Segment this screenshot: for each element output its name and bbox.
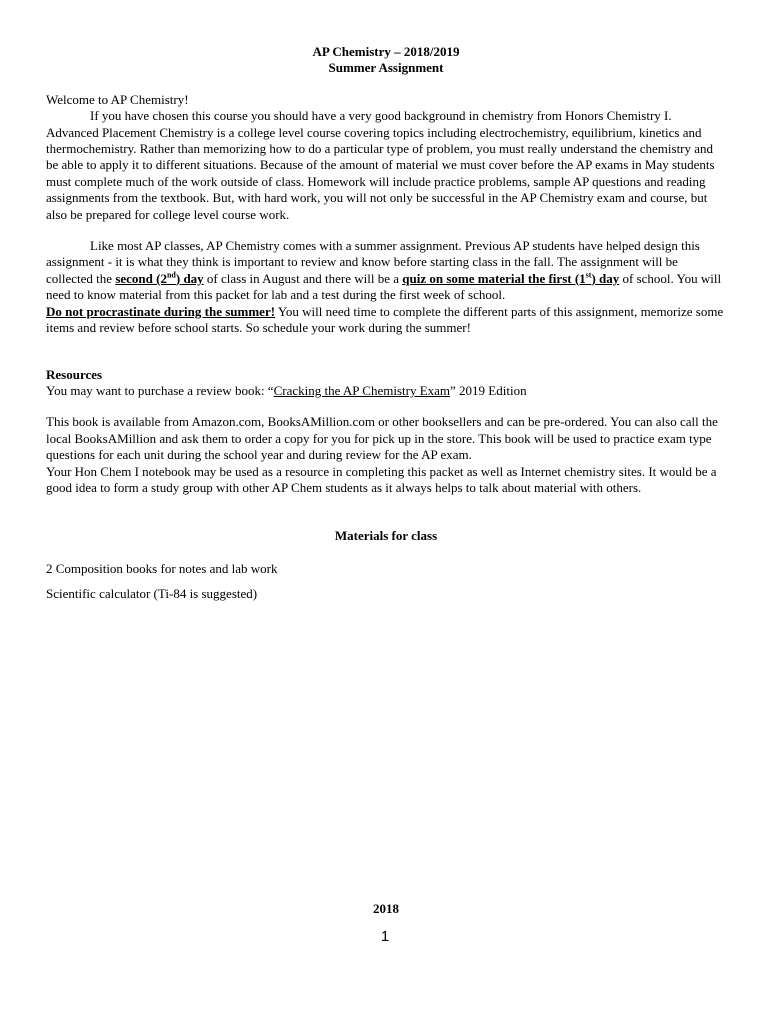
notebook-paragraph: Your Hon Chem I notebook may be used as a resource in completing this packet as well as Internet chemistry sites. It would be a good idea to form a study group with other AP Chem students as it always helps to talk about material with others. [46, 463, 717, 495]
review-book-line: You may want to purchase a review book: “Cracking the AP Chemistry Exam” 2019 Edition [46, 382, 527, 398]
review-book-title: Cracking the AP Chemistry Exam [273, 382, 451, 398]
procrastinate-rest: You will need time to complete the different parts of this assignment, memorize some items and review before school starts. So schedule your work during the summer! [46, 303, 724, 336]
materials-item-composition-books: 2 Composition books for notes and lab work [46, 560, 278, 576]
book-availability-paragraph: This book is available from Amazon.com, BooksAMillion.com or other booksellers and can be pre-ordered. You can also call the local BooksAMillion and ask them to order a copy for you for pick up in the store. This book will be used to practice exam type questions for each unit during the school year and during review for the AP exam. [46, 414, 718, 463]
second-day-emphasis: second (2nd) day [115, 270, 204, 286]
assignment-text-2: of class in August and there will be a [203, 270, 403, 286]
materials-heading: Materials for class [334, 528, 438, 544]
document-title: AP Chemistry – 2018/2019 [312, 44, 460, 59]
document-subtitle: Summer Assignment [328, 60, 444, 76]
welcome-line: Welcome to AP Chemistry! [46, 91, 189, 107]
resources-heading: Resources [46, 366, 103, 382]
procrastinate-paragraph [46, 304, 726, 337]
assignment-text-3: of school. You will need to know material from this packet for lab and a test during the first week of school. [46, 270, 722, 303]
intro-paragraph: If you have chosen this course you should have a very good background in chemistry from Honors Chemistry I. Advanced Placement Chemistry is a college level course covering topics including electrochemistry, equilibrium, kinetics and thermochemistry. Rather than memorizing how to do a particular type of problem, you must really understand the chemistry and be able to apply it to different situations. Because of the amount of material we must cover before the AP exams in May students must complete much of the work outside of class. Homework will include practice problems, sample AP questions and reading assignments from the textbook. But, with hard work, you will not only be successful in the AP Chemistry exam and course, but also be prepared for college level course work. [46, 108, 715, 222]
page-number: 1 [380, 928, 390, 945]
procrastinate-warning: Do not procrastinate during the summer! [46, 303, 276, 319]
footer-year: 2018 [373, 901, 399, 916]
document-page [46, 44, 726, 916]
quiz-first-day-emphasis: quiz on some material the first (1st) day [402, 270, 620, 286]
assignment-text-1: Like most AP classes, AP Chemistry comes with a summer assignment. Previous AP students have helped design this assignment - it is what they think is important to review and know before starting class in the fall. The assignment will be collected the [46, 238, 700, 286]
summer-assignment-paragraph [46, 238, 726, 304]
materials-item-calculator: Scientific calculator (Ti-84 is suggested) [46, 586, 258, 602]
